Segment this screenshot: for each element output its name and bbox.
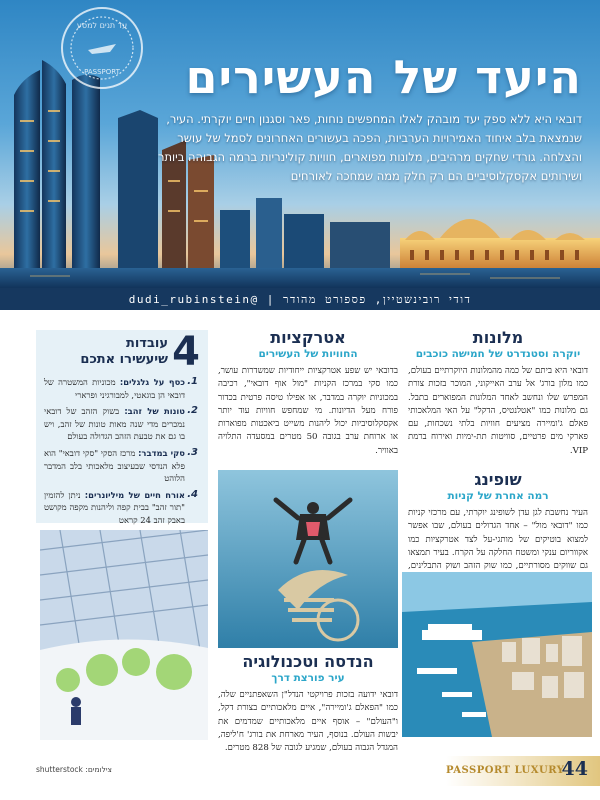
footer-photo-credit: צילומים: shutterstock [36, 765, 112, 774]
stamp-text: עד תנים למסע [76, 21, 128, 30]
fact-item [44, 447, 198, 485]
shopping-section [408, 470, 588, 587]
engineering-section [218, 652, 398, 755]
attractions-body: בדובאי יש שפע אטרקציות ייחודיות שמשדרות עושר, כמו סקי במרכז הקניות "מול אוף דובאי", רכיבה במכוניות יוקרה במדבר, או אפילו טיסה פרטית בכדור פורח מעל הדיונות. מי שמחפש חוויות עוד יותר אקסקלוסיביות יכול ליהנות משייט ביאכטות מפוארות או ארוחת ערב בגובה 50 מטרים במסעדה התלויה באוויר. [218, 366, 398, 456]
passport-stamp-icon [58, 4, 146, 92]
fact-number: 4. [187, 488, 198, 500]
shopping-subtitle: רמה אחרת של קניות [447, 490, 549, 503]
page-title: היעד של העשירים [185, 50, 582, 104]
fact-item [44, 376, 198, 401]
skydiving-photo [218, 470, 398, 648]
facts-box [36, 330, 208, 523]
shopping-title: שופינג [474, 470, 522, 490]
facts-title-line2: שיעשירו אתכם [80, 352, 168, 367]
footer-brand-strip [446, 756, 600, 786]
facts-number: 4 [172, 329, 200, 375]
fact-item [44, 489, 198, 527]
fact-text: בשוק הזהב של דובאי נמכרים מדי שנה מאות טונות של זהב, ויש בו גם את טבעת הזהב הגדולה בעולם [44, 406, 185, 442]
facts-header [36, 329, 208, 375]
fact-text: מכוניות המשטרה של דובאי הן בוגאטי, למבורגיני ופרארי [44, 377, 185, 400]
fact-heading: אורח חיים של מיליונרים: [84, 489, 185, 500]
right-column [408, 328, 588, 587]
intro-paragraph: דובאי היא ללא ספק יעד מובהק לאלו המחפשים נוחות, פאר וסגנון חיים יוקרתי. העיר, שנמצאת בלב איחוד האמירויות הערביות, הפכה בעשורים האחרונים לסמל של עושר והצלחה. גורדי שחקים מרהיבים, מלונות מפוארים, חוויות קולינריות ברמה הגבוהה ביותר ושירותים אקסקלוסיביים הם רק חלק ממה שמחכה לאורחים [157, 112, 582, 183]
facts-title-line1: עובדות [125, 336, 168, 351]
fact-text: ניתן להזמין "תור זהב" בבית קפה וליהנות מקפה מקושט באבק זהב 24 קראט [44, 489, 185, 525]
photo-credit-bar [0, 288, 600, 310]
marina-photo [402, 572, 592, 737]
fact-heading: סקי במדבר: [138, 447, 185, 458]
attractions-title: אטרקציות [270, 328, 346, 347]
facts-list [36, 376, 208, 527]
fact-item [44, 405, 198, 443]
engineering-body: דובאי ידועה בזכות פרויקטי הנדל"ן השאפתניים שלה, כמו "הפאלם ג'ומיירה", איים מלאכותיים בצורת דקל, ו"העולם" – אוסף איים מלאכותיים שמדמים את יבשות העולם. בנוסף, העיר מארחת את בורג' ח'ליפה, המגדל הגבוה בעולם, שמגיע לגובה של 828 מטרים. [218, 690, 398, 754]
hotels-title: מלונות [472, 328, 524, 347]
ski-dubai-photo [40, 530, 208, 740]
fact-number: 3. [187, 446, 198, 458]
stamp-sub: PASSPORT [84, 68, 120, 76]
hotels-body: דובאי היא ביתם של כמה מהמלונות היוקרתיים בעולם, כמו מלון בורג' אל ערב האייקוני, המוכר בזכות צורת המפרש שלו ונחשב לאחד המלונות המפוארים בתבל. גם מלונות כמו "אטלנטיס, הדקל" על האי המלאכותי פאלם ג'ומיירה מציעים חוויות בלתי נשכחות, עם פארקי מים פרטיים, סוויטות תת-ימיות ואירוח ברמת VIP. [408, 366, 588, 456]
hotels-section [408, 328, 588, 458]
fact-text: מרכז הסקי "סקי דובאי" הוא פלא הנדסי שבעיצוב מלאכותי בלב המדבר הלוהט [44, 447, 185, 484]
middle-column [218, 328, 398, 458]
shopping-body: העיר נחשבת לגן עדן לשופינג יוקרתי, עם מרכזי קניות כמו "דובאי מול" – אחד הגדולים בעולם, שבו אפשר למצוא בוטיקים של מותגי-על לצד אטרקציות כמו אקווריום ענקי ומשטח החלקה על הקרח. בעיר תמצאו גם שווקים מסורתיים, כמו שוק הזהב ושוק התבלינים, [408, 508, 588, 572]
engineering-title: הנדסה וטכנולוגיה [242, 652, 374, 671]
attractions-subtitle: החוויות של העשירים [258, 348, 358, 360]
page-number: 44 [561, 758, 588, 780]
hero-banner [0, 0, 600, 310]
fact-number: 2. [187, 405, 198, 417]
engineering-subtitle: עיר פורצת דרך [271, 672, 345, 684]
fact-heading: כסף על גלגלים: [119, 377, 186, 387]
magazine-brand: PASSPORT LUXURY [446, 765, 565, 776]
fact-number: 1. [187, 376, 198, 387]
fact-heading: טונות של זהב: [124, 406, 185, 417]
hotels-subtitle: יוקרה וסטנדרט של חמישה כוכבים [415, 348, 581, 360]
photo-credit-text: דודי רובינשטיין, פספורט מהודר | @dudi_rubinstein [128, 292, 472, 306]
